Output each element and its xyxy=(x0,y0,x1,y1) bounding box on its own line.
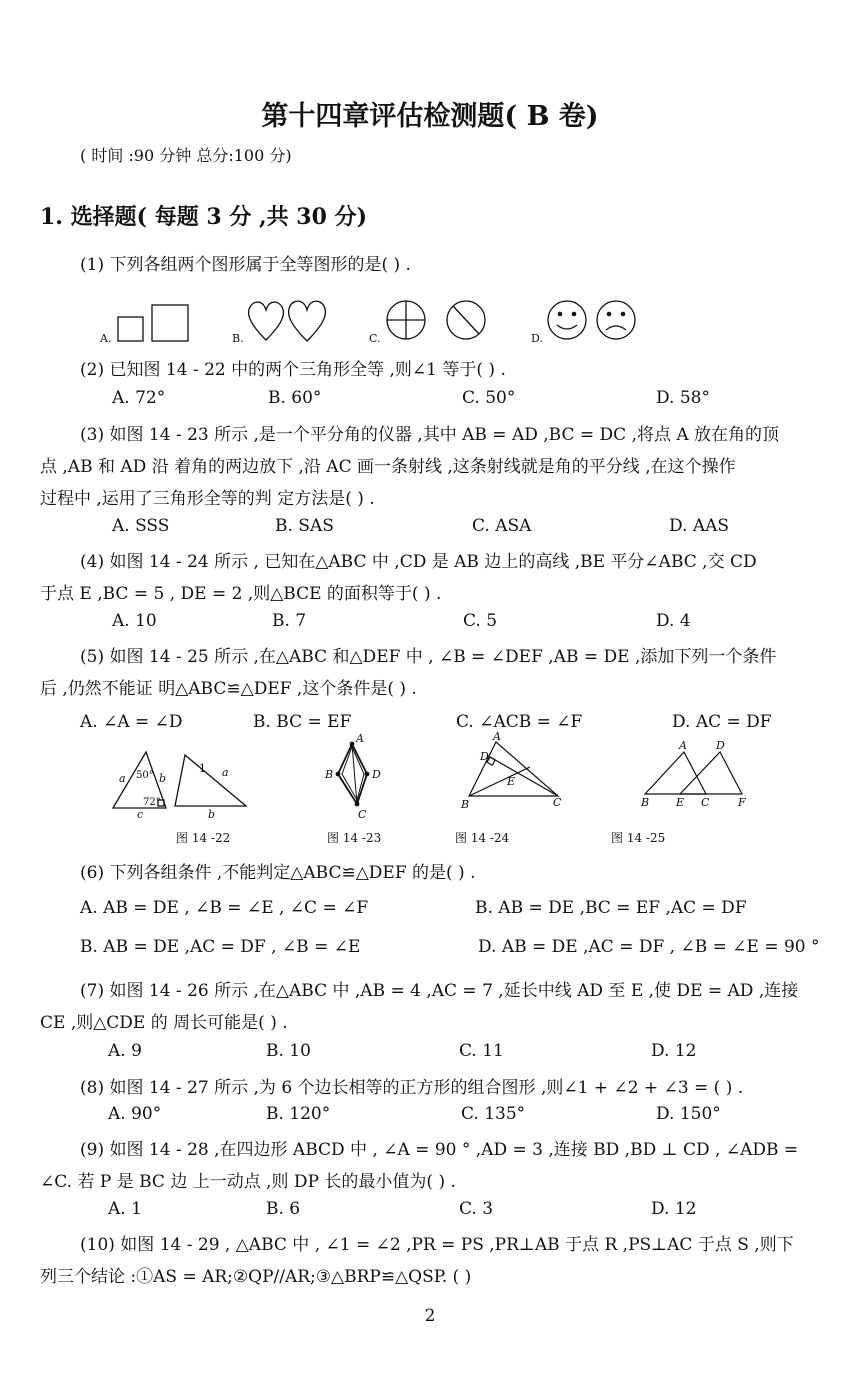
q9-option-a: A. 1 xyxy=(108,1199,142,1219)
q4-option-b: B. 7 xyxy=(272,611,307,631)
svg-text:C: C xyxy=(553,796,562,809)
q6-option-c: B. AB = DE ,AC = DF , ∠B = ∠E xyxy=(80,937,361,957)
question-6: (6) 下列各组条件 ,不能判定△ABC≌△DEF 的是( ) . xyxy=(80,863,476,883)
q1-label-c: C. xyxy=(369,332,381,345)
svg-text:E: E xyxy=(507,775,516,788)
question-4-line-2: 于点 E ,BC = 5 , DE = 2 ,则△BCE 的面积等于( ) . xyxy=(40,584,442,604)
svg-text:50°: 50° xyxy=(136,770,154,781)
figure-14-25-labels xyxy=(640,739,746,809)
svg-text:B: B xyxy=(461,798,470,811)
svg-text:F: F xyxy=(738,796,746,809)
q6-option-b: B. AB = DE ,BC = EF ,AC = DF xyxy=(475,898,747,918)
q3-option-c: C. ASA xyxy=(472,516,532,536)
question-5-line-1: (5) 如图 14 - 25 所示 ,在△ABC 和△DEF 中 , ∠B = ∠DEF ,AB = DE ,添加下列一个条件 xyxy=(80,647,777,667)
caption-14-25: 图 14 -25 xyxy=(611,831,666,845)
svg-text:B: B xyxy=(641,796,650,809)
question-1: (1) 下列各组两个图形属于全等图形的是( ) . xyxy=(80,255,411,275)
figure-14-23 xyxy=(338,744,367,804)
q9-option-c: C. 3 xyxy=(459,1199,494,1219)
q7-option-c: C. 11 xyxy=(459,1041,504,1061)
question-9-line-2: ∠C. 若 P 是 BC 边 上一动点 ,则 DP 长的最小值为( ) . xyxy=(40,1172,456,1192)
svg-text:A: A xyxy=(493,730,501,743)
question-10-line-1: (10) 如图 14 - 29 , △ABC 中 , ∠1 = ∠2 ,PR = PS ,PR⊥AB 于点 R ,PS⊥AC 于点 S ,则下 xyxy=(80,1235,794,1255)
q8-option-a: A. 90° xyxy=(108,1104,162,1124)
q1-label-a: A. xyxy=(100,332,112,345)
question-9-line-1: (9) 如图 14 - 28 ,在四边形 ABCD 中 , ∠A = 90 ° ,AD = 3 ,连接 BD ,BD ⊥ CD , ∠ADB = xyxy=(80,1140,799,1160)
svg-text:a: a xyxy=(119,772,126,785)
question-5-line-2: 后 ,仍然不能证 明△ABC≌△DEF ,这个条件是( ) . xyxy=(40,679,417,699)
svg-text:C: C xyxy=(701,796,710,809)
q3-option-b: B. SAS xyxy=(275,516,334,536)
q2-option-c: C. 50° xyxy=(462,388,516,408)
question-10-line-2: 列三个结论 :①AS = AR;②QP//AR;③△BRP≌△QSP. ( ) xyxy=(40,1267,472,1287)
caption-14-23: 图 14 -23 xyxy=(327,831,382,845)
q5-option-d: D. AC = DF xyxy=(672,712,772,732)
q3-option-d: D. AAS xyxy=(669,516,730,536)
figure-14-25 xyxy=(645,752,742,794)
caption-14-24: 图 14 -24 xyxy=(455,831,510,845)
question-4-line-1: (4) 如图 14 - 24 所示 , 已知在△ABC 中 ,CD 是 AB 边上的高线 ,BE 平分∠ABC ,交 CD xyxy=(80,552,757,572)
svg-text:c: c xyxy=(137,808,144,821)
question-2: (2) 已知图 14 - 22 中的两个三角形全等 ,则∠1 等于( ) . xyxy=(80,360,506,380)
q4-option-a: A. 10 xyxy=(112,611,157,631)
figure-14-24-labels xyxy=(460,730,562,811)
q2-option-a: A. 72° xyxy=(112,388,166,408)
q7-option-d: D. 12 xyxy=(651,1041,697,1061)
q4-option-d: D. 4 xyxy=(656,611,691,631)
q1-label-d: D. xyxy=(531,332,543,345)
figure-14-22-labels xyxy=(119,762,229,821)
q8-option-b: B. 120° xyxy=(266,1104,331,1124)
q1-label-b: B. xyxy=(232,332,244,345)
q8-option-c: C. 135° xyxy=(461,1104,526,1124)
caption-14-22: 图 14 -22 xyxy=(176,831,231,845)
q6-option-d: D. AB = DE ,AC = DF , ∠B = ∠E = 90 ° xyxy=(478,937,820,957)
q9-option-d: D. 12 xyxy=(651,1199,697,1219)
svg-text:D: D xyxy=(716,739,725,752)
q6-option-a: A. AB = DE , ∠B = ∠E , ∠C = ∠F xyxy=(80,898,369,918)
svg-text:b: b xyxy=(159,772,167,785)
svg-text:72°: 72° xyxy=(143,797,161,808)
section-heading: 1. 选择题( 每题 3 分 ,共 30 分) xyxy=(40,204,367,230)
svg-text:D: D xyxy=(372,768,381,781)
page-title: 第十四章评估检测题( B 卷) xyxy=(261,101,599,132)
svg-text:b: b xyxy=(208,808,216,821)
svg-text:a: a xyxy=(222,766,229,779)
q8-option-d: D. 150° xyxy=(656,1104,721,1124)
q5-option-b: B. BC = EF xyxy=(253,712,352,732)
q7-option-b: B. 10 xyxy=(266,1041,311,1061)
svg-text:C: C xyxy=(358,808,367,821)
question-3-line-2: 点 ,AB 和 AD 沿 着角的两边放下 ,沿 AC 画一条射线 ,这条射线就是角的平分线 ,在这个操作 xyxy=(40,457,736,477)
question-7-line-1: (7) 如图 14 - 26 所示 ,在△ABC 中 ,AB = 4 ,AC = 7 ,延长中线 AD 至 E ,使 DE = AD ,连接 xyxy=(80,981,799,1001)
page-number: 2 xyxy=(424,1306,436,1326)
q7-option-a: A. 9 xyxy=(108,1041,142,1061)
q3-option-a: A. SSS xyxy=(112,516,170,536)
exam-info: ( 时间 :90 分钟 总分:100 分) xyxy=(80,146,292,165)
figure-14-22 xyxy=(113,752,246,808)
svg-text:A: A xyxy=(356,732,364,745)
q2-option-b: B. 60° xyxy=(268,388,322,408)
q9-option-b: B. 6 xyxy=(266,1199,301,1219)
q5-option-a: A. ∠A = ∠D xyxy=(80,712,183,732)
svg-text:D: D xyxy=(480,750,489,763)
svg-text:1: 1 xyxy=(199,762,206,775)
question-8: (8) 如图 14 - 27 所示 ,为 6 个边长相等的正方形的组合图形 ,则∠1 + ∠2 + ∠3 = ( ) . xyxy=(80,1078,744,1098)
question-3-line-3: 过程中 ,运用了三角形全等的判 定方法是( ) . xyxy=(40,489,375,509)
svg-text:E: E xyxy=(676,796,685,809)
q5-option-c: C. ∠ACB = ∠F xyxy=(456,712,583,732)
q2-option-d: D. 58° xyxy=(656,388,710,408)
question-3-line-1: (3) 如图 14 - 23 所示 ,是一个平分角的仪器 ,其中 AB = AD ,BC = DC ,将点 A 放在角的顶 xyxy=(80,425,780,445)
svg-text:A: A xyxy=(679,739,687,752)
svg-text:B: B xyxy=(325,768,334,781)
q4-option-c: C. 5 xyxy=(463,611,498,631)
question-7-line-2: CE ,则△CDE 的 周长可能是( ) . xyxy=(40,1013,288,1033)
